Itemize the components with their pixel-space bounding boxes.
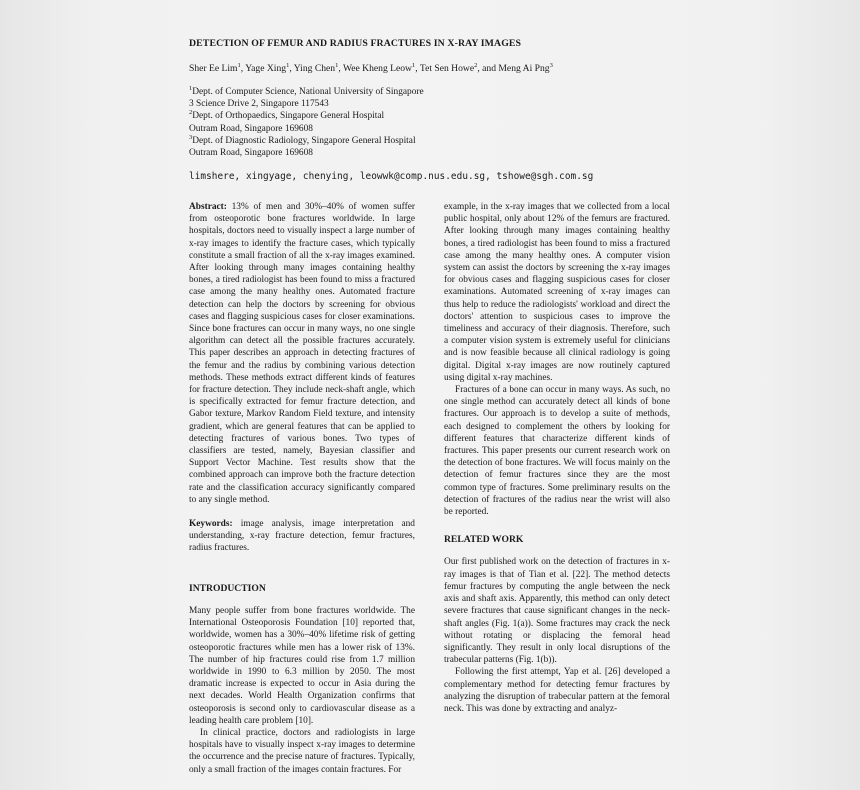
affiliation-line <box>189 110 424 122</box>
introduction-heading: INTRODUCTION <box>189 582 266 594</box>
affiliation-text: Dept. of Orthopaedics, Singapore General Hospital <box>192 111 385 122</box>
author-emails: limshere, xingyage, chenying, leowwk@comp.nus.edu.sg, tshowe@sgh.com.sg <box>189 171 594 182</box>
left-column <box>189 201 415 776</box>
author-list: Sher Ee Lim$^1$, Yage Xing$^1$, Ying Chen$^1$, Wee Kheng Leow$^1$, Tet Sen Howe$^2$, and Meng Ai Png$^3$ <box>189 62 553 74</box>
author-affiliation-marker: 2 <box>474 62 478 69</box>
related-work-heading: RELATED WORK <box>444 534 524 546</box>
author-affiliation-marker: 3 <box>549 62 553 69</box>
abstract-paragraph <box>189 201 415 506</box>
paper-title: DETECTION OF FEMUR AND RADIUS FRACTURES IN X-RAY IMAGES <box>189 38 522 49</box>
affiliation-line: 3 Science Drive 2, Singapore 117543 <box>189 99 329 110</box>
author-name: Tet Sen Howe <box>419 63 475 74</box>
right-column <box>444 201 670 715</box>
intro-paragraph-2-continued: example, in the x-ray images that we collected from a local public hospital, only about 12% of the femurs are fractured. After looking through many images containing healthy bones, a tired radiologist has been found to miss a fractured case among the many healthy ones. A computer vision system can assist the doctors by screening the x-ray images for obvious cases and flagging suspicious cases for closer examinations. Automated screening of x-ray images can thus help to reduce the radiologists' workload and direct the doctors' attention to suspicious cases to improve the timeliness and accuracy of their diagnosis. Therefore, such a computer vision system is extremely useful for clinicians and is now feasible because all clinical radiology is going digital. Digital x-ray images are now routinely captured using digital x-ray machines. <box>444 202 670 383</box>
intro-paragraph-3: Fractures of a bone can occur in many ways. As such, no one single method can accurately detect all kinds of bone fractures. Our approach is to develop a suite of methods, each designed to complement the others by looking for different features that characterize different kinds of fractures. This paper presents our current research work on the detection of bone fractures. We will focus mainly on the detection of femur fractures since they are the most common type of fractures. Some preliminary results on the detection of fractures of the radius near the wrist will also be reported. <box>444 385 670 518</box>
related-paragraph-2: Following the first attempt, Yap et al. [26] developed a complementary method for detecting femur fractures by analyzing the disruption of trabecular pattern at the femoral neck. This was done by extracting and analyz- <box>444 667 670 714</box>
affiliation-line <box>189 86 424 98</box>
author-affiliation-marker: 1 <box>412 62 416 69</box>
affiliation-text: Dept. of Diagnostic Radiology, Singapore General Hospital <box>192 135 416 146</box>
author-name: Meng Ai Png <box>498 63 550 74</box>
author-name: Yage Xing <box>245 63 287 74</box>
keywords-text: image analysis, image interpretation and understanding, x-ray fracture detection, femur fractures, radius fractures. <box>189 519 415 554</box>
intro-paragraph-2-start: In clinical practice, doctors and radiologists in large hospitals have to visually inspect x-ray images to determine the occurrence and the precise nature of fractures. Typically, only a small fraction of the images contain fractures. For <box>189 727 415 775</box>
affiliation-marker: 1 <box>189 85 193 92</box>
author-name: Sher Ee Lim <box>189 63 238 74</box>
keywords-paragraph <box>189 518 415 555</box>
author-name: Wee Kheng Leow <box>342 63 412 74</box>
affiliation-line <box>189 135 424 147</box>
author-affiliation-marker: 1 <box>335 62 339 69</box>
related-paragraph-1: Our first published work on the detection of fractures in x-ray images is that of Tian et al. [22]. The method detects femur fractures by computing the angle between the neck axis and shaft axis. Apparently, this method can only detect severe fractures that cause significant changes in the neck-shaft angles (Fig. 1(a)). Some fractures may crack the neck without rotating or displacing the femoral head significantly. They result in only local disruptions of the trabecular patterns (Fig. 1(b)). <box>444 557 670 666</box>
affiliation-marker: 2 <box>189 109 193 117</box>
author-affiliation-marker: 1 <box>286 62 290 69</box>
keywords-label: Keywords: <box>189 519 233 530</box>
affiliation-block <box>189 86 424 159</box>
author-affiliation-marker: 1 <box>237 62 241 69</box>
intro-paragraph-1: Many people suffer from bone fractures worldwide. The International Osteoporosis Foundation [10] reported that, worldwide, women has a 30%–40% lifetime risk of getting osteoporotic fractures while men has a lower risk of 13%. The number of hip fractures could rise from 1.7 million worldwide in 1990 to 6.3 million by 2050. The most dramatic increase is expected to occur in Asia during the next decades. World Health Organization confirms that osteoporosis is second only to cardiovascular disease as a leading health care problem [10]. <box>189 605 415 726</box>
affiliation-line: Outram Road, Singapore 169608 <box>189 123 313 134</box>
affiliation-text: Dept. of Computer Science, National University of Singapore <box>192 87 424 97</box>
abstract-text: 13% of men and 30%–40% of women suffer from osteoporotic bone fractures worldwide. In large hospitals, doctors need to visually inspect a large number of x-ray images to identify the fracture cases, which typically constitute a small fraction of all the x-ray images examined. After looking through many images containing healthy bones, a tired radiologist has been found to miss a fractured case among the many healthy ones. Automated fracture detection can help the doctors by screening for obvious cases and flagging suspicious cases for closer examinations. Since bone fractures can occur in many ways, no one single algorithm can detect all the possible fractures accurately. This paper describes an approach in detecting fractures of the femur and the radius by combining various detection methods. These methods extract different kinds of features for fracture detection. They include neck-shaft angle, which is specifically extracted for femur fracture detection, and Gabor texture, Markov Random Field texture, and intensity gradient, which are general features that can be applied to detecting fractures of various bones. Two types of classifiers are tested, namely, Bayesian classifier and Support Vector Machine. Test results show that the combined approach can improve both the fracture detection rate and the classification accuracy significantly compared to any single method. <box>189 202 415 505</box>
affiliation-line: Outram Road, Singapore 169608 <box>189 148 313 159</box>
author-name: Ying Chen <box>293 63 336 74</box>
affiliation-marker: 3 <box>189 133 193 141</box>
abstract-label: Abstract: <box>189 202 227 212</box>
